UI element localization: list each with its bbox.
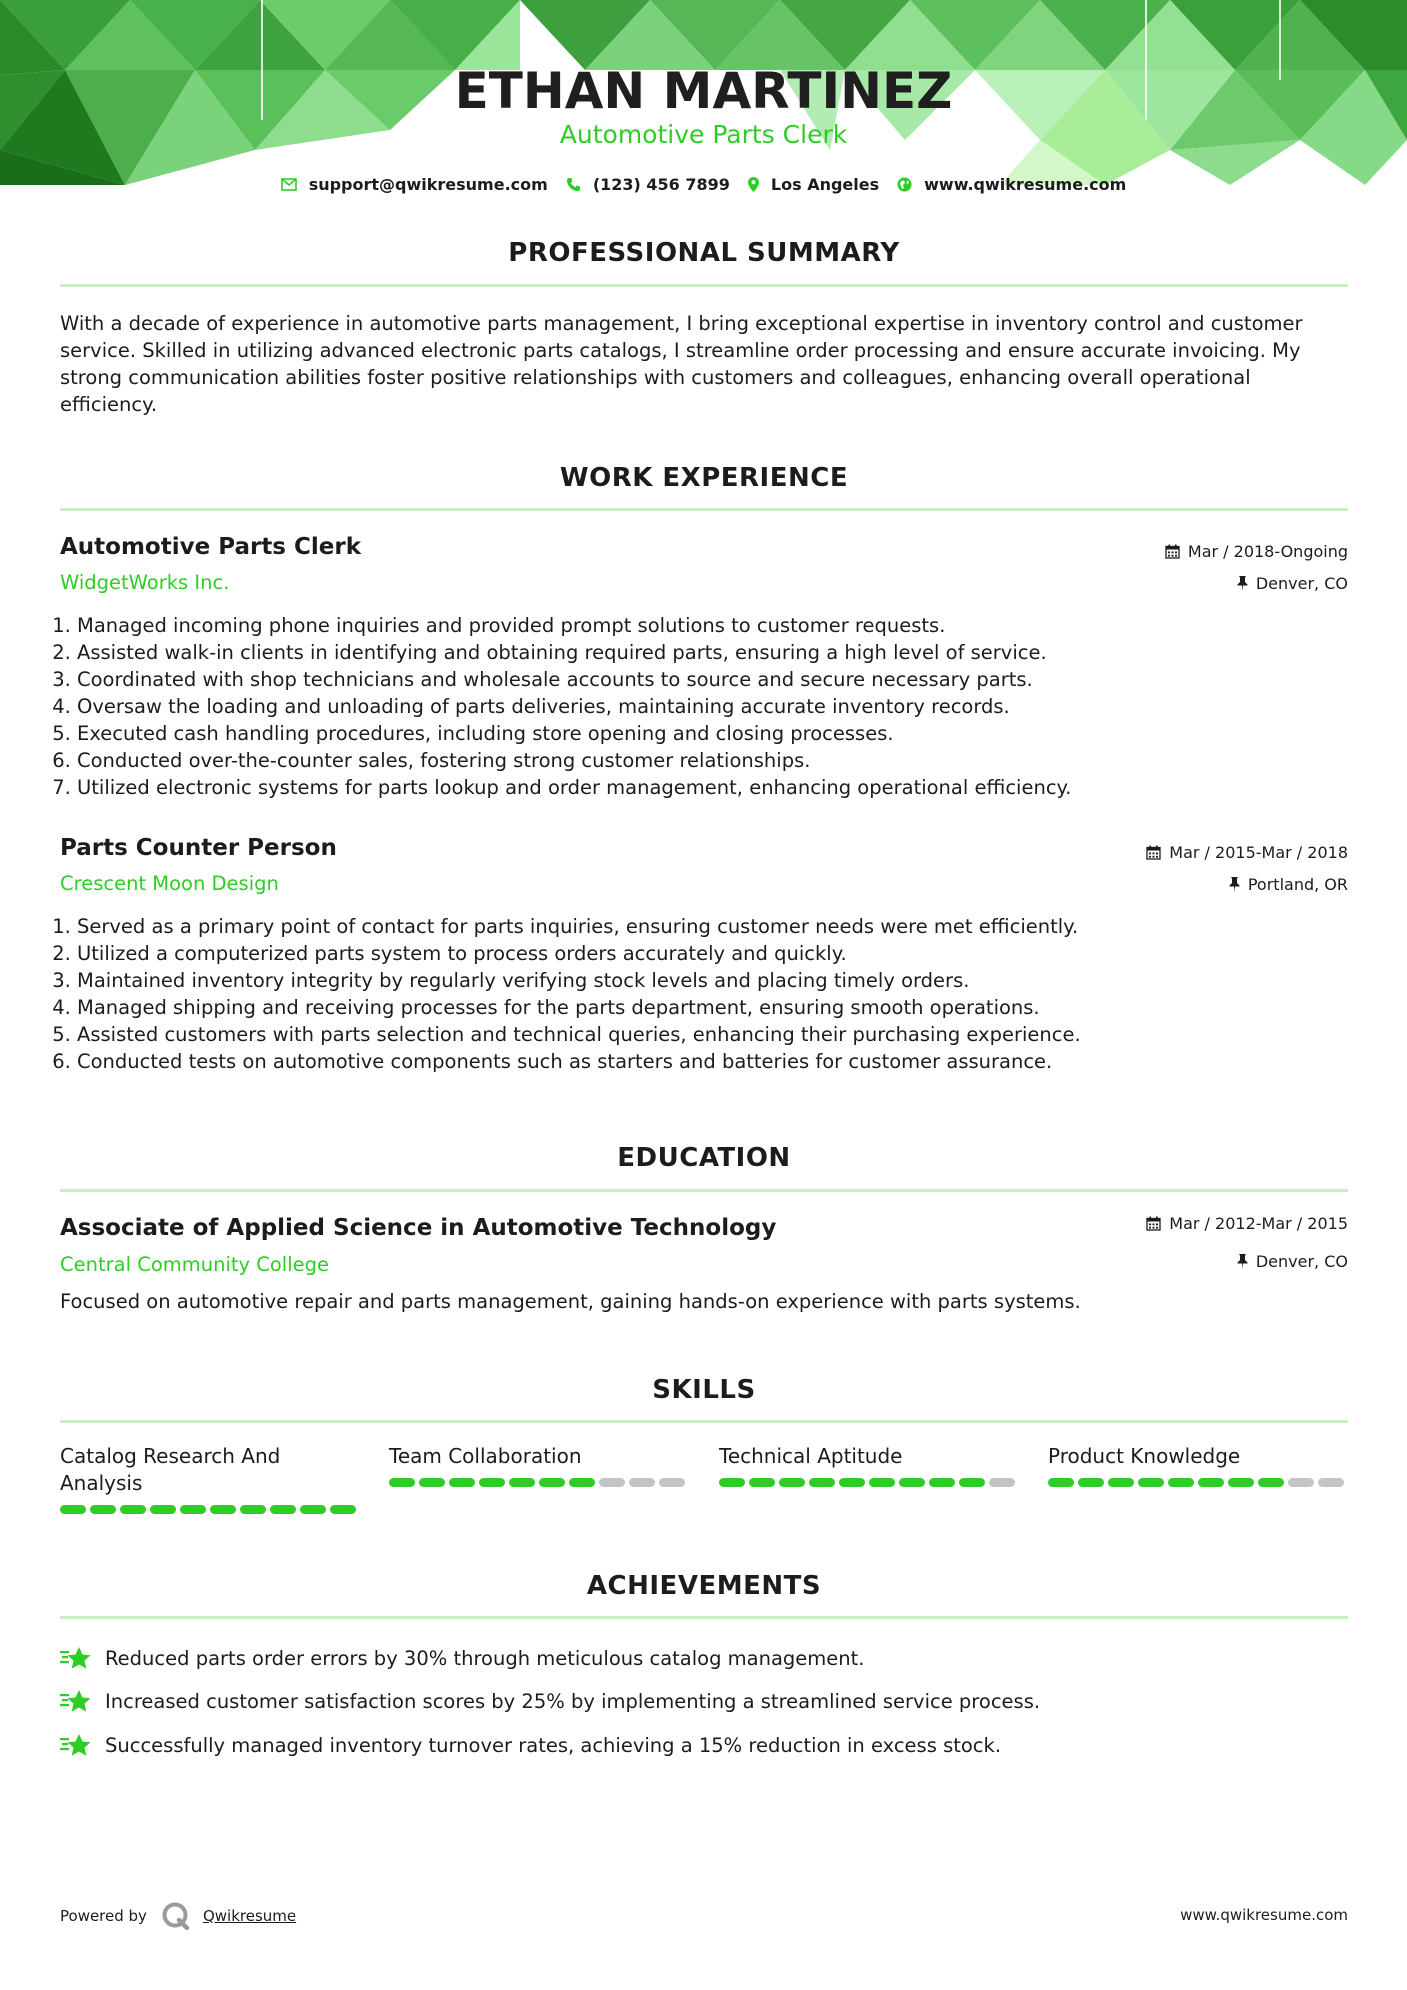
skill-rating-segment [719,1478,745,1487]
list-item: 1. Managed incoming phone inquiries and provided prompt solutions to customer requests. [77,612,1377,639]
pushpin-icon [1237,576,1248,591]
job-2-company: Crescent Moon Design [60,872,279,895]
skill-rating-segment [569,1478,595,1487]
skill-rating-segment [210,1505,236,1514]
shooting-star-icon [60,1688,93,1714]
skill-rating-segment [929,1478,955,1487]
job-1-company: WidgetWorks Inc. [60,571,230,594]
contact-location-text: Los Angeles [770,174,880,194]
achievement-item [60,1688,1040,1714]
education-description: Focused on automotive repair and parts management, gaining hands-on experience with parts systems. [60,1290,1081,1313]
skill-rating-segment [1048,1478,1074,1487]
skill-rating-segment [1078,1478,1104,1487]
list-item: 6. Conducted over-the-counter sales, fostering strong customer relationships. [77,747,1377,774]
job-title-subtitle: Automotive Parts Clerk [559,120,848,149]
list-item: 3. Maintained inventory integrity by regularly verifying stock levels and placing timely orders. [77,967,1377,994]
skill-name: Technical Aptitude [719,1444,903,1468]
education-location-text: Denver, CO [1255,1252,1348,1271]
job-2-bullets [60,913,1377,1075]
education-degree: Associate of Applied Science in Automotive Technology [60,1215,777,1241]
powered-by-label: Powered by [60,1907,147,1925]
contact-phone[interactable] [566,175,730,194]
skill-rating-segment [809,1478,835,1487]
list-item: 6. Conducted tests on automotive components such as starters and batteries for customer assurance. [77,1048,1377,1075]
skill-rating-segment [449,1478,475,1487]
job-2-dates-text: Mar / 2015-Mar / 2018 [1169,843,1348,862]
envelope-icon [281,178,297,191]
job-1-dates [1165,542,1348,561]
map-marker-icon [748,177,759,192]
contact-phone-text: (123) 456 7899 [592,174,730,194]
skill-rating-segment [899,1478,925,1487]
skill-rating-segment [1228,1478,1254,1487]
job-1-location-text: Denver, CO [1255,574,1348,593]
achievement-item [60,1732,1001,1758]
skill-item [719,1443,1019,1487]
skill-rating-segment [599,1478,625,1487]
qwikresume-link[interactable]: Qwikresume [202,1907,297,1925]
skill-rating-segment [869,1478,895,1487]
skill-rating-segment [389,1478,415,1487]
candidate-name: ETHAN MARTINEZ [454,62,953,120]
skill-rating-segment [749,1478,775,1487]
skill-rating-segment [330,1505,356,1514]
shooting-star-icon [60,1732,93,1758]
qwikresume-logo-icon [161,1902,191,1930]
list-item: 1. Served as a primary point of contact for parts inquiries, ensuring customer needs were met efficiently. [77,913,1377,940]
skill-rating-segment [60,1505,86,1514]
education-location [1237,1252,1348,1271]
skill-rating-segment [659,1478,685,1487]
skills-heading: SKILLS [652,1375,756,1405]
skill-rating-segment [1258,1478,1284,1487]
skill-name: Catalog Research And Analysis [60,1444,281,1495]
achievements-divider [60,1616,1348,1619]
skill-rating-segment [1138,1478,1164,1487]
experience-heading: WORK EXPERIENCE [559,463,849,493]
list-item: 2. Assisted walk-in clients in identifying and obtaining required parts, ensuring a high level of service. [77,639,1377,666]
skill-rating-segment [240,1505,266,1514]
education-divider [60,1189,1348,1192]
skill-rating-segment [120,1505,146,1514]
skill-rating-segment [1168,1478,1194,1487]
list-item: 5. Assisted customers with parts selection and technical queries, enhancing their purchasing experience. [77,1021,1377,1048]
contact-email-text: support@qwikresume.com [308,174,548,194]
skill-rating-segment [509,1478,535,1487]
skill-rating-segment [989,1478,1015,1487]
education-dates-text: Mar / 2012-Mar / 2015 [1169,1214,1348,1233]
list-item: 4. Managed shipping and receiving processes for the parts department, ensuring smooth operations. [77,994,1377,1021]
summary-text: With a decade of experience in automotive parts management, I bring exceptional expertise in inventory control and customer service. Skilled in utilizing advanced electronic parts catalogs, I streamline order processing and ensure accurate invoicing. My strong communication abilities foster positive relationships with customers and colleagues, enhancing overall operational efficiency. [60,312,1303,416]
list-item: 3. Coordinated with shop technicians and wholesale accounts to source and secure necessary parts. [77,666,1377,693]
phone-icon [566,177,581,192]
skill-rating-segment [180,1505,206,1514]
skill-rating-segment [629,1478,655,1487]
footer-website[interactable]: www.qwikresume.com [1180,1906,1348,1924]
pushpin-icon [1237,1254,1248,1269]
skill-rating-segment [959,1478,985,1487]
shooting-star-icon [60,1645,93,1671]
achievements-heading: ACHIEVEMENTS [586,1571,822,1601]
contact-website[interactable] [897,175,1126,194]
globe-icon [897,177,912,192]
job-2-location-text: Portland, OR [1247,875,1348,894]
skill-rating-bar [1048,1478,1348,1487]
skill-rating-segment [779,1478,805,1487]
skill-rating-segment [419,1478,445,1487]
skill-rating-segment [839,1478,865,1487]
achievement-text: Successfully managed inventory turnover rates, achieving a 15% reduction in excess stock. [105,1733,1002,1757]
skill-rating-segment [1198,1478,1224,1487]
skill-name: Product Knowledge [1048,1444,1241,1468]
job-2-location [1229,875,1348,894]
job-1-bullets [60,612,1377,801]
skill-rating-segment [270,1505,296,1514]
skill-rating-bar [719,1478,1019,1487]
pushpin-icon [1229,877,1240,892]
contact-location [748,175,879,194]
experience-divider [60,508,1348,511]
achievement-text: Increased customer satisfaction scores by 25% by implementing a streamlined service process. [105,1689,1041,1713]
contact-website-text: www.qwikresume.com [924,174,1127,194]
skills-divider [60,1420,1348,1423]
skill-item [389,1443,689,1487]
list-item: 7. Utilized electronic systems for parts lookup and order management, enhancing operational efficiency. [77,774,1377,801]
achievement-item [60,1645,865,1671]
skill-name: Team Collaboration [389,1444,582,1468]
calendar-icon [1165,544,1180,559]
footer-powered-by [60,1902,296,1930]
job-1-location [1237,574,1348,593]
summary-divider [60,284,1348,287]
list-item: 5. Executed cash handling procedures, including store opening and closing processes. [77,720,1377,747]
list-item: 4. Oversaw the loading and unloading of parts deliveries, maintaining accurate inventory records. [77,693,1377,720]
skill-item [1048,1443,1348,1487]
skill-rating-segment [90,1505,116,1514]
calendar-icon [1146,845,1161,860]
job-1-title: Automotive Parts Clerk [60,534,362,560]
skill-rating-bar [60,1505,360,1514]
skill-rating-segment [300,1505,326,1514]
achievement-text: Reduced parts order errors by 30% through meticulous catalog management. [105,1646,865,1670]
skill-rating-segment [1288,1478,1314,1487]
job-2-dates [1146,843,1348,862]
contact-email[interactable] [281,175,548,194]
calendar-icon [1146,1216,1161,1231]
skill-rating-segment [479,1478,505,1487]
education-dates [1146,1214,1348,1233]
education-school: Central Community College [60,1253,330,1276]
summary-heading: PROFESSIONAL SUMMARY [508,238,900,268]
skill-rating-segment [150,1505,176,1514]
list-item: 2. Utilized a computerized parts system to process orders accurately and quickly. [77,940,1377,967]
skill-rating-segment [539,1478,565,1487]
skill-rating-segment [1318,1478,1344,1487]
contact-bar [0,173,1407,195]
job-1-dates-text: Mar / 2018-Ongoing [1187,542,1348,561]
skill-rating-segment [1108,1478,1134,1487]
job-2-title: Parts Counter Person [60,835,337,861]
skill-item [60,1443,360,1514]
education-heading: EDUCATION [617,1143,791,1173]
skill-rating-bar [389,1478,689,1487]
